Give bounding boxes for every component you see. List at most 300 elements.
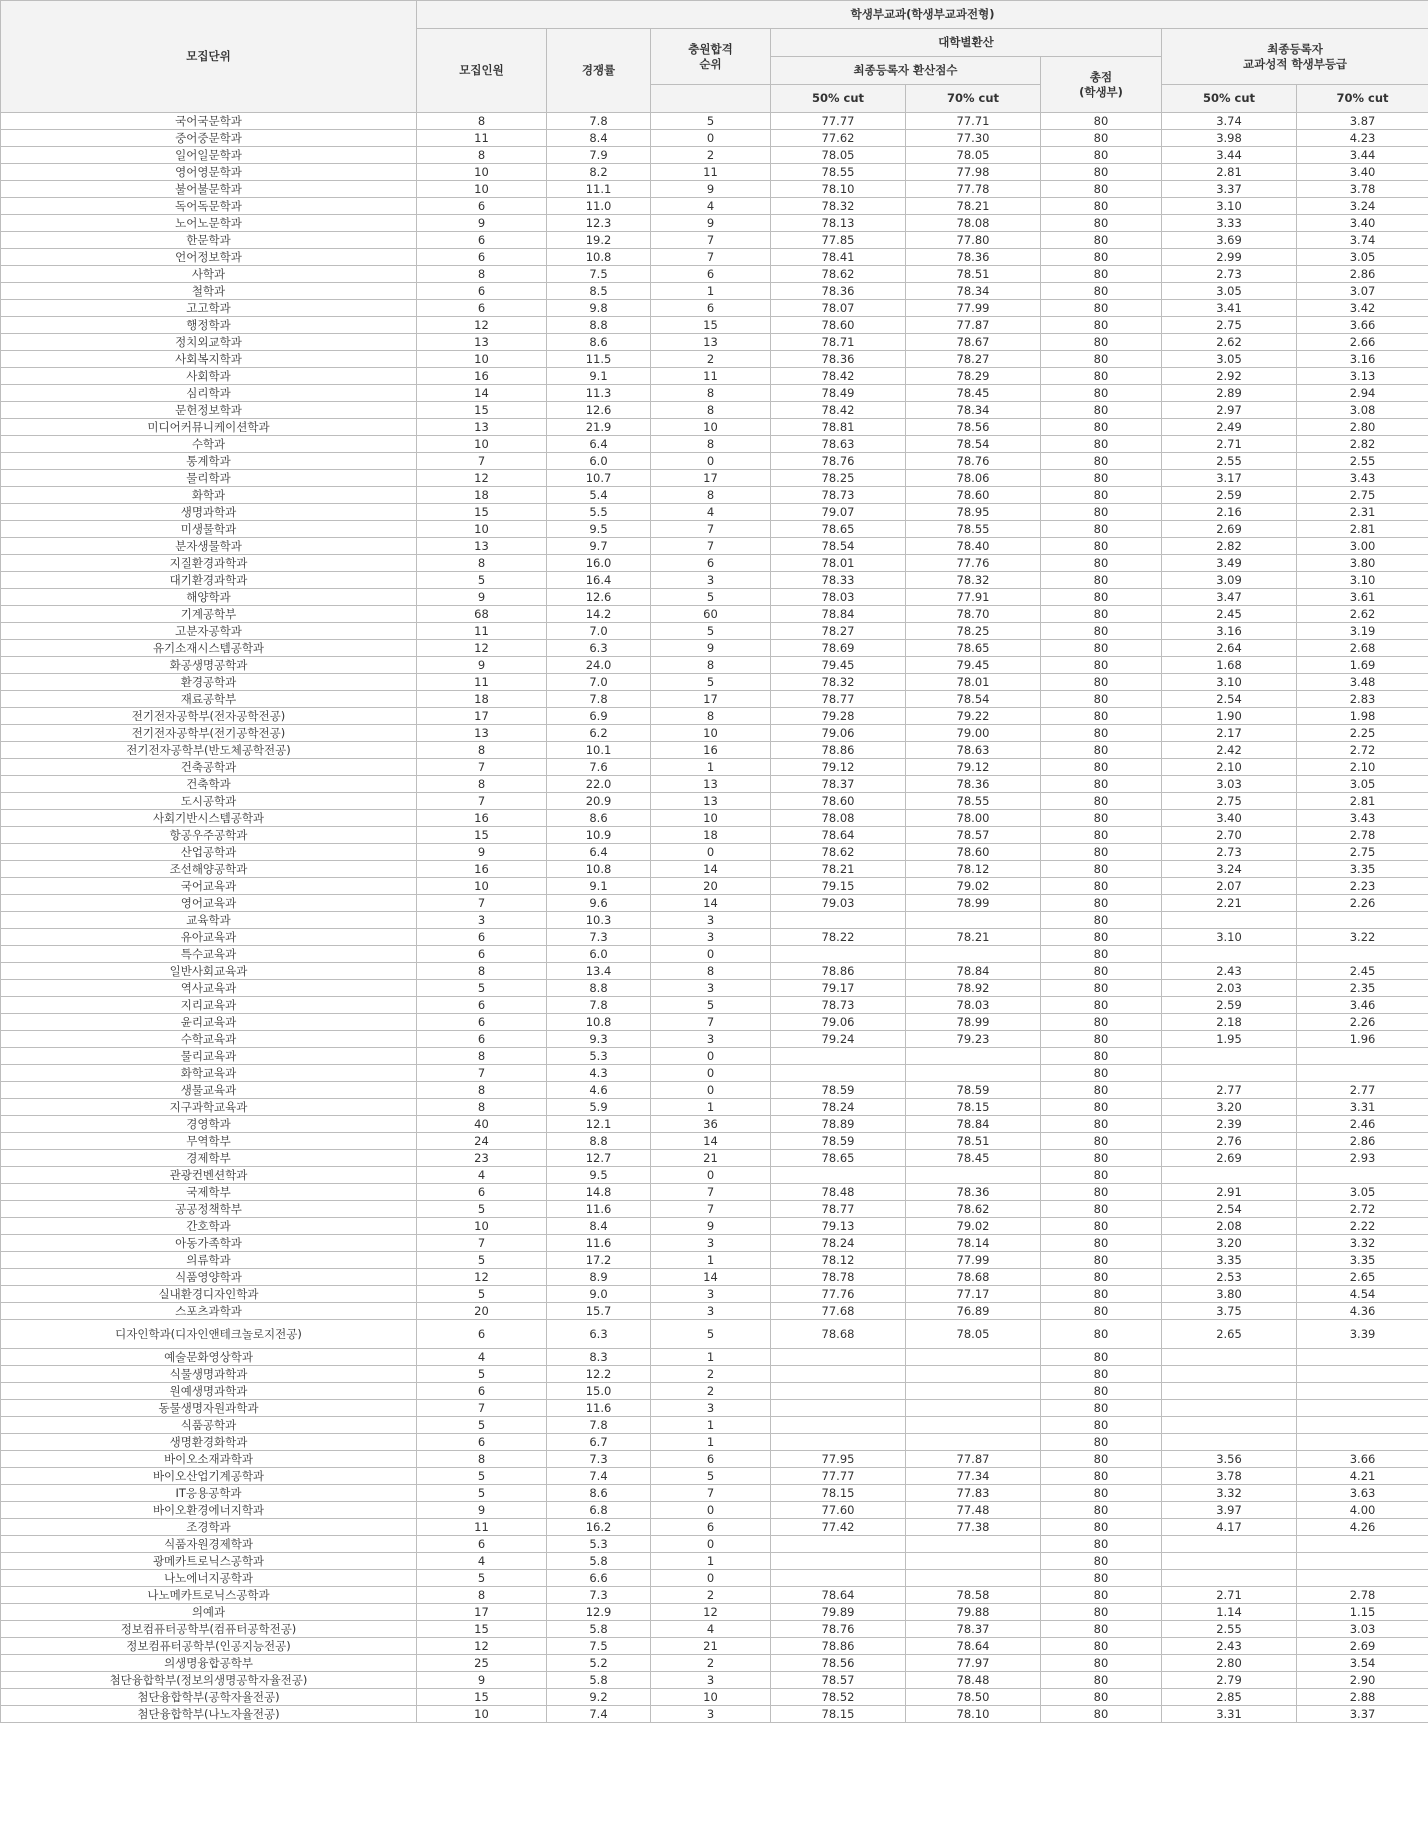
- grade-cut70-cell: [1297, 1553, 1428, 1570]
- score-cut70-cell: [906, 1383, 1041, 1400]
- dept-cell: 식품영양학과: [1, 1269, 417, 1286]
- quota-cell: 68: [417, 606, 547, 623]
- grade-cut70-cell: 2.26: [1297, 1014, 1428, 1031]
- quota-cell: 7: [417, 1235, 547, 1252]
- quota-cell: 6: [417, 1014, 547, 1031]
- dept-cell: 미디어커뮤니케이션학과: [1, 419, 417, 436]
- dept-cell: 기계공학부: [1, 606, 417, 623]
- dept-cell: 생명환경화학과: [1, 1434, 417, 1451]
- total-cell: 80: [1041, 555, 1162, 572]
- table-row: [1, 640, 1428, 657]
- dept-cell: 바이오소재과학과: [1, 1451, 417, 1468]
- dept-cell: 사회기반시스템공학과: [1, 810, 417, 827]
- grade-cut50-cell: [1162, 946, 1297, 963]
- rank-cell: 9: [651, 181, 771, 198]
- score-cut50-cell: 78.15: [771, 1485, 906, 1502]
- ratio-cell: 9.5: [547, 1167, 651, 1184]
- grade-cut70-cell: 3.43: [1297, 470, 1428, 487]
- dept-cell: 노어노문학과: [1, 215, 417, 232]
- score-cut70-cell: [906, 1048, 1041, 1065]
- dept-cell: 사회복지학과: [1, 351, 417, 368]
- score-cut70-cell: 78.27: [906, 351, 1041, 368]
- score-cut50-cell: 78.89: [771, 1116, 906, 1133]
- table-row: [1, 1099, 1428, 1116]
- rank-cell: 9: [651, 1218, 771, 1235]
- quota-cell: 4: [417, 1167, 547, 1184]
- ratio-cell: 10.8: [547, 861, 651, 878]
- ratio-cell: 11.6: [547, 1201, 651, 1218]
- grade-cut50-cell: 3.49: [1162, 555, 1297, 572]
- total-cell: 80: [1041, 249, 1162, 266]
- score-cut70-cell: 78.37: [906, 1621, 1041, 1638]
- rank-cell: 7: [651, 521, 771, 538]
- dept-cell: 화학교육과: [1, 1065, 417, 1082]
- total-cell: 80: [1041, 1031, 1162, 1048]
- table-row: [1, 504, 1428, 521]
- total-cell: 80: [1041, 470, 1162, 487]
- grade-cut70-cell: 2.10: [1297, 759, 1428, 776]
- grade-cut70-cell: 2.83: [1297, 691, 1428, 708]
- quota-cell: 16: [417, 368, 547, 385]
- header-total: [1041, 57, 1162, 113]
- quota-cell: 16: [417, 810, 547, 827]
- grade-cut50-cell: 2.69: [1162, 1150, 1297, 1167]
- dept-cell: 재료공학부: [1, 691, 417, 708]
- header-grade: [1162, 29, 1428, 85]
- grade-cut70-cell: 4.26: [1297, 1519, 1428, 1536]
- ratio-cell: 7.8: [547, 691, 651, 708]
- dept-cell: 유아교육과: [1, 929, 417, 946]
- table-row: [1, 385, 1428, 402]
- score-cut50-cell: 78.15: [771, 1706, 906, 1723]
- dept-cell: 중어중문학과: [1, 130, 417, 147]
- grade-cut50-cell: 3.40: [1162, 810, 1297, 827]
- rank-cell: 1: [651, 283, 771, 300]
- grade-cut70-cell: 2.78: [1297, 1587, 1428, 1604]
- total-cell: 80: [1041, 300, 1162, 317]
- score-cut50-cell: 78.21: [771, 861, 906, 878]
- score-cut70-cell: 78.95: [906, 504, 1041, 521]
- total-cell: 80: [1041, 1570, 1162, 1587]
- total-cell: 80: [1041, 385, 1162, 402]
- table-row: [1, 1048, 1428, 1065]
- score-cut50-cell: 78.68: [771, 1320, 906, 1349]
- score-cut70-cell: 78.51: [906, 266, 1041, 283]
- ratio-cell: 6.6: [547, 1570, 651, 1587]
- score-cut50-cell: 78.37: [771, 776, 906, 793]
- header-quota: 모집인원: [417, 29, 547, 113]
- total-cell: 80: [1041, 368, 1162, 385]
- grade-cut70-cell: 3.78: [1297, 181, 1428, 198]
- ratio-cell: 7.3: [547, 929, 651, 946]
- table-row: [1, 283, 1428, 300]
- grade-cut50-cell: 2.80: [1162, 1655, 1297, 1672]
- ratio-cell: 11.5: [547, 351, 651, 368]
- grade-cut50-cell: [1162, 1570, 1297, 1587]
- header-rank: [651, 29, 771, 85]
- header-total-line2: (학생부): [1079, 84, 1123, 99]
- rank-cell: 17: [651, 470, 771, 487]
- score-cut70-cell: 77.76: [906, 555, 1041, 572]
- quota-cell: 11: [417, 130, 547, 147]
- table-row: [1, 249, 1428, 266]
- grade-cut50-cell: 3.56: [1162, 1451, 1297, 1468]
- grade-cut50-cell: 3.03: [1162, 776, 1297, 793]
- total-cell: 80: [1041, 1349, 1162, 1366]
- ratio-cell: 24.0: [547, 657, 651, 674]
- table-row: [1, 1366, 1428, 1383]
- score-cut70-cell: 79.22: [906, 708, 1041, 725]
- grade-cut50-cell: 2.17: [1162, 725, 1297, 742]
- rank-cell: 13: [651, 776, 771, 793]
- score-cut50-cell: 78.32: [771, 198, 906, 215]
- rank-cell: 14: [651, 861, 771, 878]
- ratio-cell: 8.5: [547, 283, 651, 300]
- quota-cell: 5: [417, 1570, 547, 1587]
- quota-cell: 7: [417, 895, 547, 912]
- score-cut50-cell: 78.76: [771, 453, 906, 470]
- total-cell: 80: [1041, 674, 1162, 691]
- score-cut50-cell: 79.24: [771, 1031, 906, 1048]
- grade-cut70-cell: 3.39: [1297, 1320, 1428, 1349]
- score-cut50-cell: 78.65: [771, 1150, 906, 1167]
- score-cut70-cell: 79.02: [906, 878, 1041, 895]
- ratio-cell: 7.3: [547, 1587, 651, 1604]
- score-cut70-cell: 78.06: [906, 470, 1041, 487]
- score-cut70-cell: 78.50: [906, 1689, 1041, 1706]
- grade-cut50-cell: 2.75: [1162, 793, 1297, 810]
- ratio-cell: 16.4: [547, 572, 651, 589]
- grade-cut50-cell: 2.43: [1162, 1638, 1297, 1655]
- dept-cell: 국어교육과: [1, 878, 417, 895]
- total-cell: 80: [1041, 861, 1162, 878]
- score-cut50-cell: [771, 946, 906, 963]
- grade-cut70-cell: 2.88: [1297, 1689, 1428, 1706]
- quota-cell: 7: [417, 759, 547, 776]
- quota-cell: 8: [417, 147, 547, 164]
- score-cut70-cell: 78.63: [906, 742, 1041, 759]
- score-cut70-cell: [906, 912, 1041, 929]
- score-cut50-cell: 79.06: [771, 725, 906, 742]
- score-cut50-cell: 78.13: [771, 215, 906, 232]
- total-cell: 80: [1041, 130, 1162, 147]
- dept-cell: 사학과: [1, 266, 417, 283]
- grade-cut70-cell: 1.96: [1297, 1031, 1428, 1048]
- grade-cut70-cell: 3.05: [1297, 1184, 1428, 1201]
- rank-cell: 0: [651, 1536, 771, 1553]
- grade-cut70-cell: 3.08: [1297, 402, 1428, 419]
- rank-cell: 3: [651, 1706, 771, 1723]
- score-cut50-cell: [771, 1065, 906, 1082]
- ratio-cell: 22.0: [547, 776, 651, 793]
- table-row: [1, 776, 1428, 793]
- score-cut70-cell: 78.34: [906, 402, 1041, 419]
- table-row: [1, 521, 1428, 538]
- rank-cell: 8: [651, 708, 771, 725]
- table-row: [1, 1451, 1428, 1468]
- quota-cell: 9: [417, 844, 547, 861]
- total-cell: 80: [1041, 1434, 1162, 1451]
- score-cut70-cell: 78.36: [906, 249, 1041, 266]
- grade-cut70-cell: 2.94: [1297, 385, 1428, 402]
- quota-cell: 6: [417, 198, 547, 215]
- total-cell: 80: [1041, 181, 1162, 198]
- ratio-cell: 14.8: [547, 1184, 651, 1201]
- total-cell: 80: [1041, 895, 1162, 912]
- grade-cut70-cell: 3.05: [1297, 249, 1428, 266]
- total-cell: 80: [1041, 878, 1162, 895]
- total-cell: 80: [1041, 1133, 1162, 1150]
- score-cut50-cell: 78.41: [771, 249, 906, 266]
- header-score-cut50: 50% cut: [771, 85, 906, 113]
- score-cut70-cell: 77.78: [906, 181, 1041, 198]
- rank-cell: 3: [651, 1303, 771, 1320]
- total-cell: 80: [1041, 572, 1162, 589]
- grade-cut70-cell: 1.98: [1297, 708, 1428, 725]
- rank-cell: 2: [651, 1587, 771, 1604]
- score-cut50-cell: 78.71: [771, 334, 906, 351]
- ratio-cell: 6.8: [547, 1502, 651, 1519]
- ratio-cell: 20.9: [547, 793, 651, 810]
- table-row: [1, 1434, 1428, 1451]
- grade-cut70-cell: 3.44: [1297, 147, 1428, 164]
- rank-cell: 8: [651, 402, 771, 419]
- score-cut70-cell: 78.55: [906, 793, 1041, 810]
- dept-cell: 건축공학과: [1, 759, 417, 776]
- grade-cut70-cell: 2.75: [1297, 844, 1428, 861]
- table-row: [1, 419, 1428, 436]
- table-row: [1, 844, 1428, 861]
- total-cell: 80: [1041, 606, 1162, 623]
- grade-cut70-cell: [1297, 1065, 1428, 1082]
- score-cut70-cell: 78.21: [906, 198, 1041, 215]
- table-row: [1, 1065, 1428, 1082]
- score-cut70-cell: 79.45: [906, 657, 1041, 674]
- table-row: [1, 181, 1428, 198]
- table-row: [1, 1638, 1428, 1655]
- header-final-score: 최종등록자 환산점수: [771, 57, 1041, 85]
- dept-cell: 정치외교학과: [1, 334, 417, 351]
- ratio-cell: 10.8: [547, 249, 651, 266]
- score-cut50-cell: 78.36: [771, 283, 906, 300]
- rank-cell: 3: [651, 1672, 771, 1689]
- total-cell: 80: [1041, 198, 1162, 215]
- table-row: [1, 1201, 1428, 1218]
- quota-cell: 10: [417, 181, 547, 198]
- score-cut50-cell: 78.56: [771, 1655, 906, 1672]
- quota-cell: 5: [417, 1468, 547, 1485]
- quota-cell: 8: [417, 1082, 547, 1099]
- score-cut70-cell: 77.87: [906, 1451, 1041, 1468]
- score-cut50-cell: 77.77: [771, 113, 906, 130]
- score-cut50-cell: 77.77: [771, 1468, 906, 1485]
- table-row: [1, 1320, 1428, 1349]
- score-cut50-cell: 79.06: [771, 1014, 906, 1031]
- total-cell: 80: [1041, 1099, 1162, 1116]
- grade-cut50-cell: 2.97: [1162, 402, 1297, 419]
- quota-cell: 15: [417, 827, 547, 844]
- quota-cell: 7: [417, 453, 547, 470]
- quota-cell: 9: [417, 1672, 547, 1689]
- quota-cell: 13: [417, 538, 547, 555]
- ratio-cell: 7.8: [547, 113, 651, 130]
- grade-cut50-cell: [1162, 1065, 1297, 1082]
- total-cell: 80: [1041, 1468, 1162, 1485]
- quota-cell: 17: [417, 1604, 547, 1621]
- ratio-cell: 11.3: [547, 385, 651, 402]
- grade-cut70-cell: 3.40: [1297, 215, 1428, 232]
- grade-cut50-cell: [1162, 1366, 1297, 1383]
- dept-cell: 첨단융합학부(나노자율전공): [1, 1706, 417, 1723]
- dept-cell: 한문학과: [1, 232, 417, 249]
- total-cell: 80: [1041, 317, 1162, 334]
- ratio-cell: 14.2: [547, 606, 651, 623]
- grade-cut70-cell: 2.72: [1297, 1201, 1428, 1218]
- rank-cell: 3: [651, 1031, 771, 1048]
- score-cut70-cell: 77.98: [906, 164, 1041, 181]
- ratio-cell: 16.0: [547, 555, 651, 572]
- ratio-cell: 9.5: [547, 521, 651, 538]
- score-cut50-cell: 79.17: [771, 980, 906, 997]
- ratio-cell: 8.6: [547, 810, 651, 827]
- dept-cell: 정보컴퓨터공학부(컴퓨터공학전공): [1, 1621, 417, 1638]
- grade-cut50-cell: 2.16: [1162, 504, 1297, 521]
- grade-cut70-cell: 3.35: [1297, 1252, 1428, 1269]
- quota-cell: 6: [417, 946, 547, 963]
- ratio-cell: 11.6: [547, 1400, 651, 1417]
- score-cut50-cell: [771, 1417, 906, 1434]
- quota-cell: 18: [417, 487, 547, 504]
- table-row: [1, 589, 1428, 606]
- quota-cell: 8: [417, 742, 547, 759]
- quota-cell: 24: [417, 1133, 547, 1150]
- table-row: [1, 368, 1428, 385]
- total-cell: 80: [1041, 1621, 1162, 1638]
- table-row: [1, 1082, 1428, 1099]
- score-cut50-cell: [771, 1048, 906, 1065]
- grade-cut70-cell: [1297, 1417, 1428, 1434]
- dept-cell: 디자인학과(디자인앤테크놀로지전공): [1, 1320, 417, 1349]
- grade-cut50-cell: 3.10: [1162, 674, 1297, 691]
- table-row: [1, 1218, 1428, 1235]
- dept-cell: 행정학과: [1, 317, 417, 334]
- quota-cell: 6: [417, 249, 547, 266]
- score-cut70-cell: 78.84: [906, 963, 1041, 980]
- grade-cut50-cell: 2.39: [1162, 1116, 1297, 1133]
- score-cut50-cell: 79.89: [771, 1604, 906, 1621]
- table-row: [1, 1031, 1428, 1048]
- grade-cut50-cell: 2.69: [1162, 521, 1297, 538]
- rank-cell: 0: [651, 1570, 771, 1587]
- grade-cut50-cell: 3.20: [1162, 1235, 1297, 1252]
- ratio-cell: 12.7: [547, 1150, 651, 1167]
- grade-cut50-cell: 2.59: [1162, 487, 1297, 504]
- dept-cell: 물리교육과: [1, 1048, 417, 1065]
- dept-cell: 실내환경디자인학과: [1, 1286, 417, 1303]
- header-grade-cut70: 70% cut: [1297, 85, 1428, 113]
- rank-cell: 7: [651, 232, 771, 249]
- table-row: [1, 623, 1428, 640]
- rank-cell: 10: [651, 810, 771, 827]
- dept-cell: 의예과: [1, 1604, 417, 1621]
- table-row: [1, 878, 1428, 895]
- rank-cell: 7: [651, 1201, 771, 1218]
- ratio-cell: 7.0: [547, 674, 651, 691]
- dept-cell: 지구과학교육과: [1, 1099, 417, 1116]
- rank-cell: 21: [651, 1150, 771, 1167]
- grade-cut70-cell: 2.75: [1297, 487, 1428, 504]
- dept-cell: 바이오산업기계공학과: [1, 1468, 417, 1485]
- score-cut70-cell: 78.05: [906, 1320, 1041, 1349]
- table-row: [1, 334, 1428, 351]
- dept-cell: 독어독문학과: [1, 198, 417, 215]
- rank-cell: 3: [651, 1235, 771, 1252]
- total-cell: 80: [1041, 351, 1162, 368]
- score-cut70-cell: 78.29: [906, 368, 1041, 385]
- dept-cell: IT응용공학과: [1, 1485, 417, 1502]
- dept-cell: 통계학과: [1, 453, 417, 470]
- rank-cell: 0: [651, 453, 771, 470]
- table-row: [1, 215, 1428, 232]
- score-cut70-cell: 78.58: [906, 1587, 1041, 1604]
- quota-cell: 6: [417, 232, 547, 249]
- grade-cut70-cell: 2.81: [1297, 793, 1428, 810]
- score-cut50-cell: 78.24: [771, 1099, 906, 1116]
- score-cut50-cell: [771, 1536, 906, 1553]
- score-cut70-cell: 77.38: [906, 1519, 1041, 1536]
- quota-cell: 5: [417, 1366, 547, 1383]
- table-row: [1, 1014, 1428, 1031]
- rank-cell: 2: [651, 1383, 771, 1400]
- dept-cell: 환경공학과: [1, 674, 417, 691]
- table-row: [1, 895, 1428, 912]
- grade-cut50-cell: 2.91: [1162, 1184, 1297, 1201]
- dept-cell: 고고학과: [1, 300, 417, 317]
- quota-cell: 10: [417, 521, 547, 538]
- grade-cut50-cell: 3.31: [1162, 1706, 1297, 1723]
- grade-cut70-cell: 2.22: [1297, 1218, 1428, 1235]
- ratio-cell: 12.1: [547, 1116, 651, 1133]
- table-row: [1, 1672, 1428, 1689]
- score-cut70-cell: 79.02: [906, 1218, 1041, 1235]
- total-cell: 80: [1041, 1201, 1162, 1218]
- grade-cut70-cell: 3.66: [1297, 1451, 1428, 1468]
- rank-cell: 4: [651, 504, 771, 521]
- grade-cut50-cell: 3.33: [1162, 215, 1297, 232]
- grade-cut50-cell: 3.32: [1162, 1485, 1297, 1502]
- quota-cell: 3: [417, 912, 547, 929]
- score-cut70-cell: 78.56: [906, 419, 1041, 436]
- table-row: [1, 555, 1428, 572]
- header-rank-line1: 충원합격: [688, 41, 733, 56]
- score-cut70-cell: 78.62: [906, 1201, 1041, 1218]
- score-cut70-cell: 78.55: [906, 521, 1041, 538]
- ratio-cell: 6.0: [547, 946, 651, 963]
- grade-cut70-cell: 4.36: [1297, 1303, 1428, 1320]
- score-cut70-cell: 78.45: [906, 385, 1041, 402]
- total-cell: 80: [1041, 334, 1162, 351]
- dept-cell: 원예생명과학과: [1, 1383, 417, 1400]
- table-row: [1, 1286, 1428, 1303]
- quota-cell: 9: [417, 1502, 547, 1519]
- total-cell: 80: [1041, 1366, 1162, 1383]
- dept-cell: 식물생명과학과: [1, 1366, 417, 1383]
- grade-cut50-cell: 2.81: [1162, 164, 1297, 181]
- table-row: [1, 725, 1428, 742]
- score-cut70-cell: 78.15: [906, 1099, 1041, 1116]
- grade-cut50-cell: 3.41: [1162, 300, 1297, 317]
- dept-cell: 광메카트로닉스공학과: [1, 1553, 417, 1570]
